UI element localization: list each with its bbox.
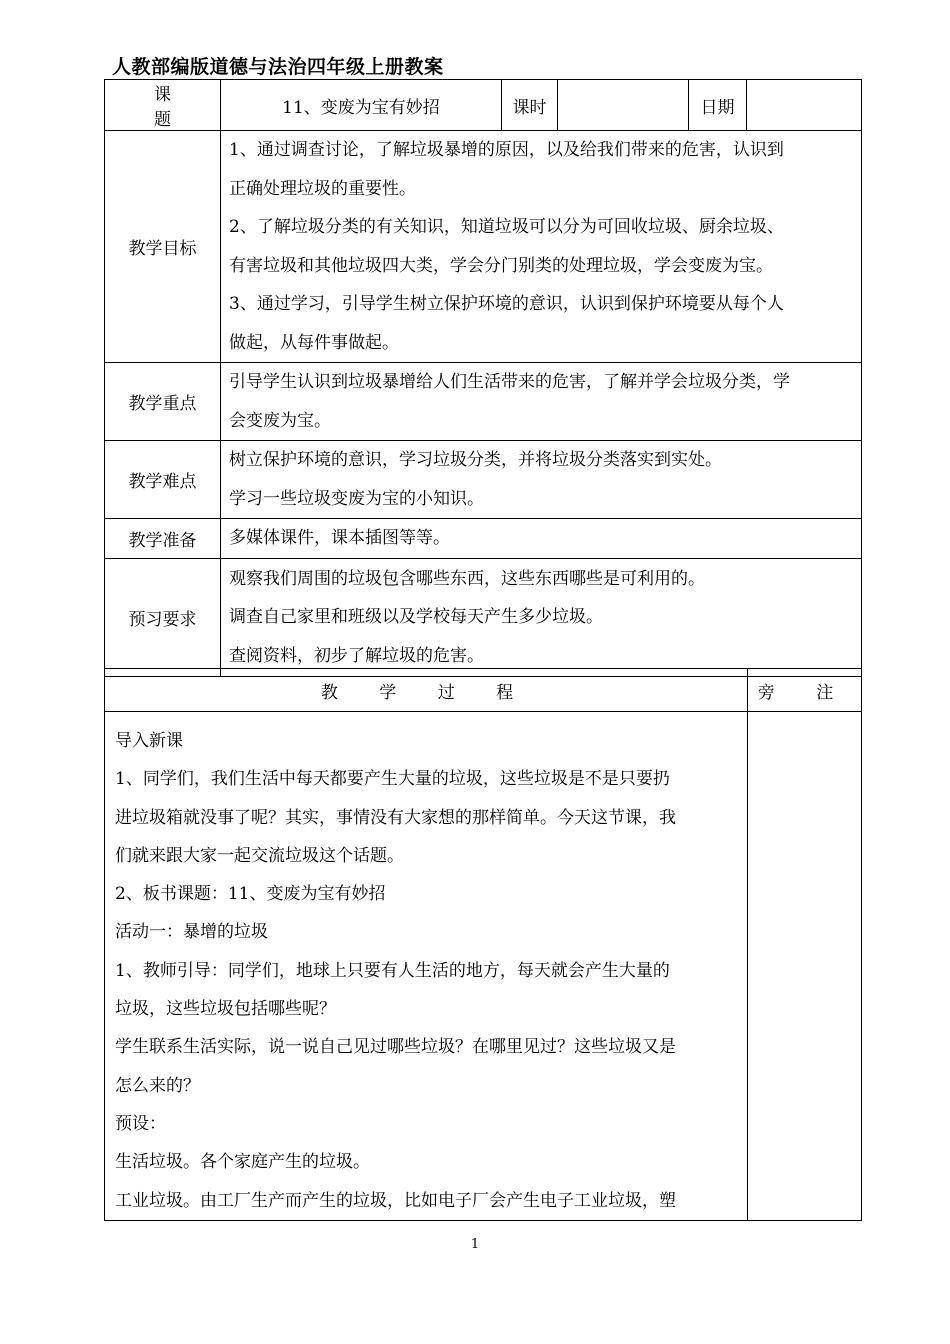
content-line: 观察我们周围的垃圾包含哪些东西，这些东西哪些是可利用的。 xyxy=(229,568,705,589)
process-line: 预设： xyxy=(115,1113,166,1134)
content-line: 多媒体课件，课本插图等等。 xyxy=(229,528,450,549)
process-line: 1、教师引导：同学们，地球上只要有人生活的地方，每天就会产生大量的 xyxy=(115,960,670,981)
section-row-difficulties xyxy=(105,441,862,519)
process-line: 生活垃圾。各个家庭产生的垃圾。 xyxy=(115,1152,370,1173)
section-content xyxy=(221,131,862,363)
process-line: 2、板书课题：11、变废为宝有妙招 xyxy=(115,884,386,905)
period-label: 课时 xyxy=(502,80,558,131)
process-line: 学生联系生活实际，说一说自己见过哪些垃圾？在哪里见过？这些垃圾又是 xyxy=(115,1037,676,1058)
content-line: 引导学生认识到垃圾暴增给人们生活带来的危害，了解并学会垃圾分类，学 xyxy=(229,372,790,392)
content-line: 3、通过学习，引导学生树立保护环境的意识，认识到保护环境要从每个人 xyxy=(229,294,784,314)
section-content xyxy=(221,519,862,559)
process-line: 1、同学们，我们生活中每天都要产生大量的垃圾，这些垃圾是不是只要扔 xyxy=(115,769,670,790)
content-line: 正确处理垃圾的重要性。 xyxy=(229,178,416,199)
content-line: 树立保护环境的意识，学习垃圾分类，并将垃圾分类落实到实处。 xyxy=(229,450,722,470)
section-label: 教学准备 xyxy=(105,519,221,559)
process-line: 垃圾，这些垃圾包括哪些呢？ xyxy=(115,999,336,1020)
section-label: 教学重点 xyxy=(105,363,221,441)
section-content xyxy=(221,441,862,519)
topic-label: 课 题 xyxy=(105,80,221,131)
section-label: 教学难点 xyxy=(105,441,221,519)
topic-value: 11、变废为宝有妙招 xyxy=(221,80,502,131)
section-row-key-points xyxy=(105,363,862,441)
process-header-row xyxy=(105,669,862,712)
section-label: 教学目标 xyxy=(105,131,221,363)
section-row-preparation xyxy=(105,519,862,559)
page-number: 1 xyxy=(470,1237,480,1252)
process-content xyxy=(105,712,748,1221)
period-value xyxy=(558,80,689,131)
process-line: 活动一：暴增的垃圾 xyxy=(115,922,268,943)
content-line: 有害垃圾和其他垃圾四大类，学会分门别类的处理垃圾，学会变废为宝。 xyxy=(229,255,773,276)
lesson-info-table xyxy=(104,79,862,677)
teaching-process-table xyxy=(104,668,862,1221)
header-row xyxy=(105,80,862,131)
content-line: 做起，从每件事做起。 xyxy=(229,332,399,353)
process-body-row xyxy=(105,712,862,1221)
process-line: 怎么来的？ xyxy=(115,1075,200,1096)
section-label: 预习要求 xyxy=(105,559,221,677)
content-line: 会变废为宝。 xyxy=(229,410,331,431)
content-line: 1、通过调查讨论，了解垃圾暴增的原因，以及给我们带来的危害，认识到 xyxy=(229,140,784,160)
date-label: 日期 xyxy=(689,80,747,131)
notes-column xyxy=(748,712,862,1221)
content-line: 调查自己家里和班级以及学校每天产生多少垃圾。 xyxy=(229,607,603,628)
section-row-preview xyxy=(105,559,862,677)
section-content xyxy=(221,559,862,677)
document-title: 人教部编版道德与法治四年级上册教案 xyxy=(112,56,444,78)
date-value xyxy=(747,80,862,131)
process-header: 教 学 过 程 xyxy=(105,669,748,712)
process-line: 们就来跟大家一起交流垃圾这个话题。 xyxy=(115,845,404,866)
content-line: 学习一些垃圾变废为宝的小知识。 xyxy=(229,488,484,509)
content-line: 2、了解垃圾分类的有关知识，知道垃圾可以分为可回收垃圾、厨余垃圾、 xyxy=(229,217,784,237)
process-line: 进垃圾箱就没事了呢？其实，事情没有大家想的那样简单。今天这节课，我 xyxy=(115,807,676,828)
content-line: 查阅资料，初步了解垃圾的危害。 xyxy=(229,645,484,666)
section-row-objectives xyxy=(105,131,862,363)
section-content xyxy=(221,363,862,441)
process-line: 工业垃圾。由工厂生产而产生的垃圾，比如电子厂会产生电子工业垃圾，塑 xyxy=(115,1190,676,1211)
process-line: 导入新课 xyxy=(115,731,183,751)
notes-header: 旁 注 xyxy=(748,669,862,712)
